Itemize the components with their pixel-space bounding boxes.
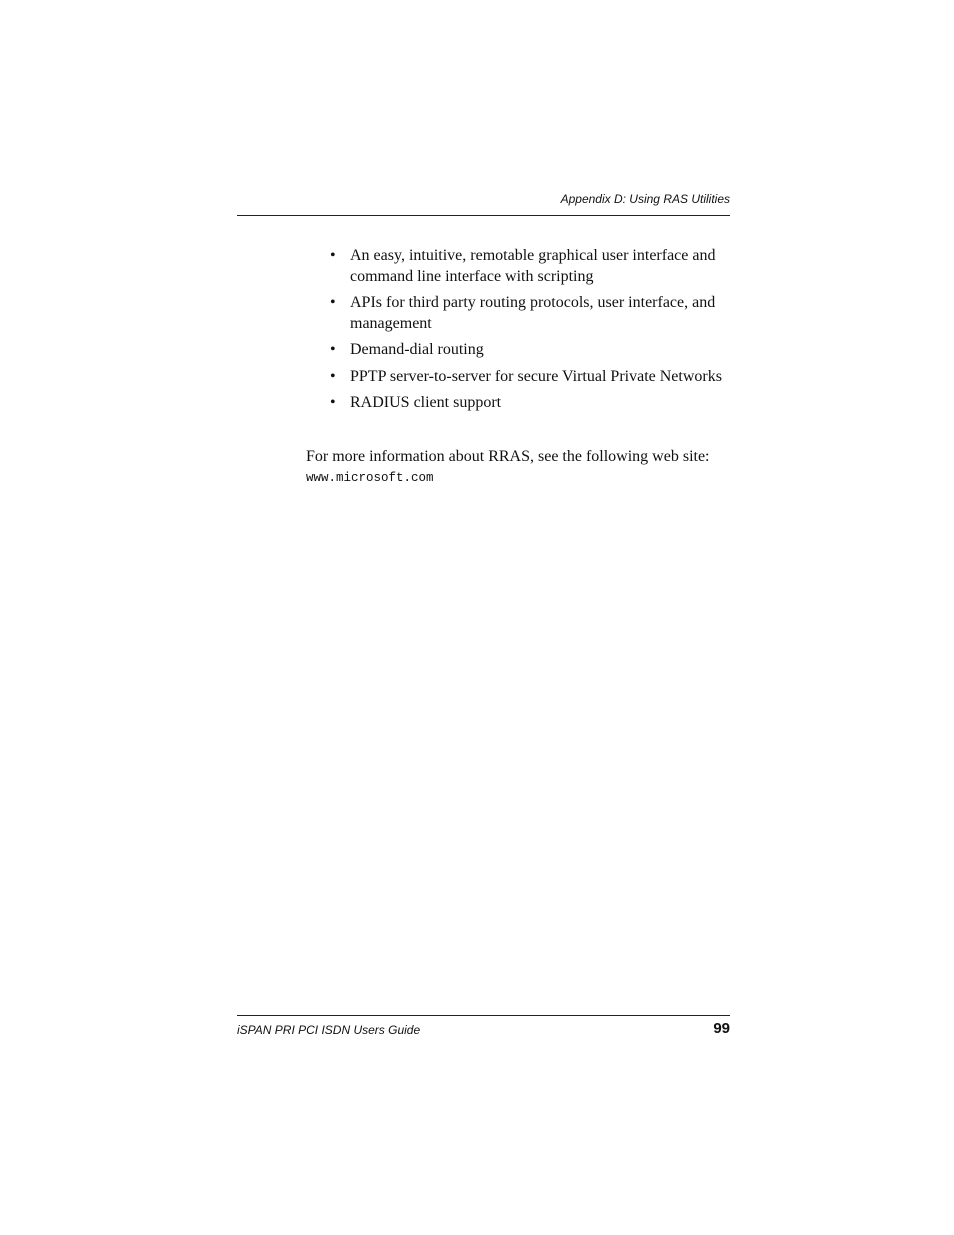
bullet-icon: •: [330, 394, 336, 411]
list-item: [330, 367, 730, 388]
info-paragraph: For more information about RRAS, see the following web site:: [306, 448, 710, 465]
list-item: [330, 293, 730, 334]
list-item: [330, 393, 730, 414]
list-item: [330, 246, 730, 287]
list-item: [330, 340, 730, 361]
list-item-text: An easy, intuitive, remotable graphical user interface and command line interface with scripting: [350, 247, 716, 285]
running-header-title: Appendix D: Using RAS Utilities: [560, 192, 730, 206]
page-number: 99: [713, 1020, 730, 1037]
list-item-text: Demand-dial routing: [350, 341, 484, 358]
website-url: www.microsoft.com: [306, 471, 434, 485]
bullet-icon: •: [330, 294, 336, 311]
bullet-icon: •: [330, 341, 336, 358]
list-item-text: PPTP server-to-server for secure Virtual Private Networks: [350, 367, 722, 385]
header-divider: [237, 215, 730, 216]
list-item-text: RADIUS client support: [350, 394, 502, 411]
list-item-text: APIs for third party routing protocols, user interface, and management: [350, 294, 716, 332]
bullet-icon: •: [330, 247, 336, 264]
feature-list: [330, 246, 730, 420]
footer-divider: [237, 1015, 730, 1016]
bullet-icon: •: [330, 367, 336, 385]
footer-guide-title: iSPAN PRI PCI ISDN Users Guide: [237, 1023, 421, 1037]
